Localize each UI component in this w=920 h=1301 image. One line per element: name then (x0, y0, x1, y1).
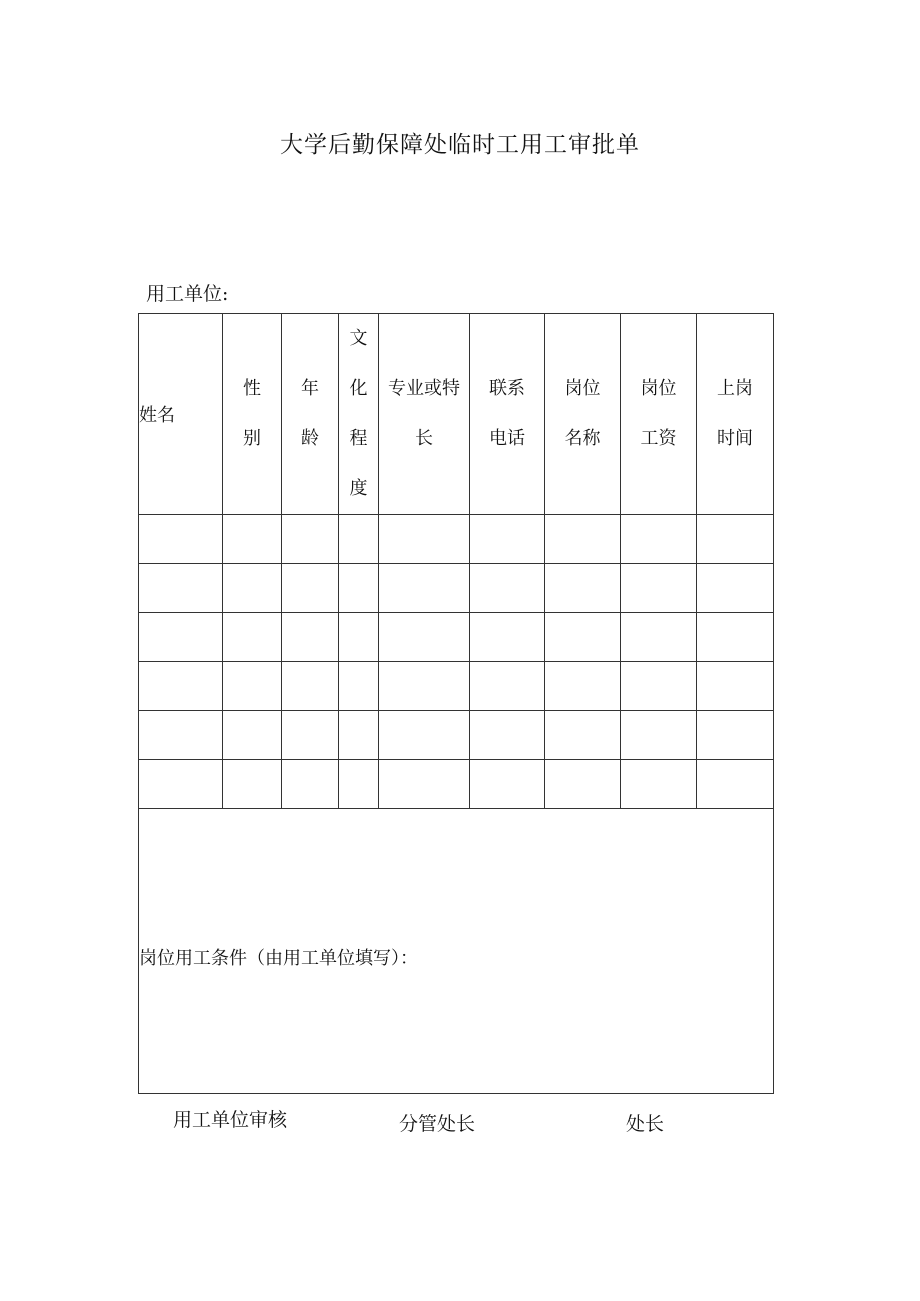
table-cell[interactable] (379, 662, 470, 711)
table-cell[interactable] (545, 515, 621, 564)
table-cell[interactable] (697, 564, 774, 613)
table-cell[interactable] (470, 760, 545, 809)
table-row (139, 613, 774, 662)
conditions-field[interactable] (139, 809, 774, 1094)
table-cell[interactable] (282, 564, 339, 613)
table-cell[interactable] (621, 662, 697, 711)
header-age: 年 龄 (282, 314, 339, 515)
table-cell[interactable] (139, 711, 223, 760)
table-cell[interactable] (697, 662, 774, 711)
unit-review-label: 用工单位审核 (173, 1109, 288, 1131)
table-cell[interactable] (545, 711, 621, 760)
table-cell[interactable] (545, 662, 621, 711)
conditions-row (139, 809, 774, 1094)
deputy-director-label: 分管处长 (399, 1113, 476, 1135)
table-cell[interactable] (470, 515, 545, 564)
table-cell[interactable] (697, 613, 774, 662)
table-cell[interactable] (697, 760, 774, 809)
table-cell[interactable] (697, 711, 774, 760)
header-name: 姓名 (139, 314, 223, 515)
table-cell[interactable] (379, 515, 470, 564)
table-cell[interactable] (223, 613, 282, 662)
table-cell[interactable] (139, 613, 223, 662)
table-cell[interactable] (223, 515, 282, 564)
table-cell[interactable] (621, 564, 697, 613)
table-cell[interactable] (545, 564, 621, 613)
employer-unit-label: 用工单位: (146, 283, 229, 305)
header-start-time: 上岗 时间 (697, 314, 774, 515)
table-cell[interactable] (339, 613, 379, 662)
table-cell[interactable] (282, 711, 339, 760)
table-cell[interactable] (379, 613, 470, 662)
table-cell[interactable] (621, 613, 697, 662)
table-row (139, 711, 774, 760)
header-position-wage: 岗位 工资 (621, 314, 697, 515)
header-phone: 联系 电话 (470, 314, 545, 515)
table-cell[interactable] (339, 711, 379, 760)
table-cell[interactable] (223, 760, 282, 809)
table-cell[interactable] (379, 564, 470, 613)
table-cell[interactable] (470, 662, 545, 711)
table-cell[interactable] (545, 760, 621, 809)
table-cell[interactable] (697, 515, 774, 564)
document-title: 大学后勤保障处临时工用工审批单 (280, 132, 640, 158)
table-cell[interactable] (139, 564, 223, 613)
header-position-name: 岗位 名称 (545, 314, 621, 515)
table-cell[interactable] (545, 613, 621, 662)
table-cell[interactable] (470, 613, 545, 662)
table-row (139, 515, 774, 564)
table-cell[interactable] (282, 760, 339, 809)
director-label: 处长 (626, 1113, 665, 1135)
table-cell[interactable] (223, 564, 282, 613)
table-cell[interactable] (379, 711, 470, 760)
header-row (139, 314, 774, 515)
header-education: 文 化 程 度 (339, 314, 379, 515)
table-cell[interactable] (282, 662, 339, 711)
table-cell[interactable] (139, 760, 223, 809)
table-cell[interactable] (379, 760, 470, 809)
table-cell[interactable] (139, 662, 223, 711)
table-cell[interactable] (339, 564, 379, 613)
table-cell[interactable] (339, 662, 379, 711)
table-cell[interactable] (621, 711, 697, 760)
header-specialty: 专业或特 长 (379, 314, 470, 515)
table-row (139, 760, 774, 809)
table-cell[interactable] (282, 515, 339, 564)
table-cell[interactable] (339, 515, 379, 564)
table-cell[interactable] (339, 760, 379, 809)
table-cell[interactable] (282, 613, 339, 662)
approval-form-table (138, 313, 774, 1094)
table-cell[interactable] (470, 711, 545, 760)
table-cell[interactable] (621, 515, 697, 564)
table-cell[interactable] (621, 760, 697, 809)
conditions-label: 岗位用工条件（由用工单位填写）： (139, 948, 418, 969)
table-row (139, 564, 774, 613)
table-cell[interactable] (470, 564, 545, 613)
table-cell[interactable] (223, 662, 282, 711)
header-gender: 性 别 (223, 314, 282, 515)
table-row (139, 662, 774, 711)
table-cell[interactable] (139, 515, 223, 564)
table-cell[interactable] (223, 711, 282, 760)
